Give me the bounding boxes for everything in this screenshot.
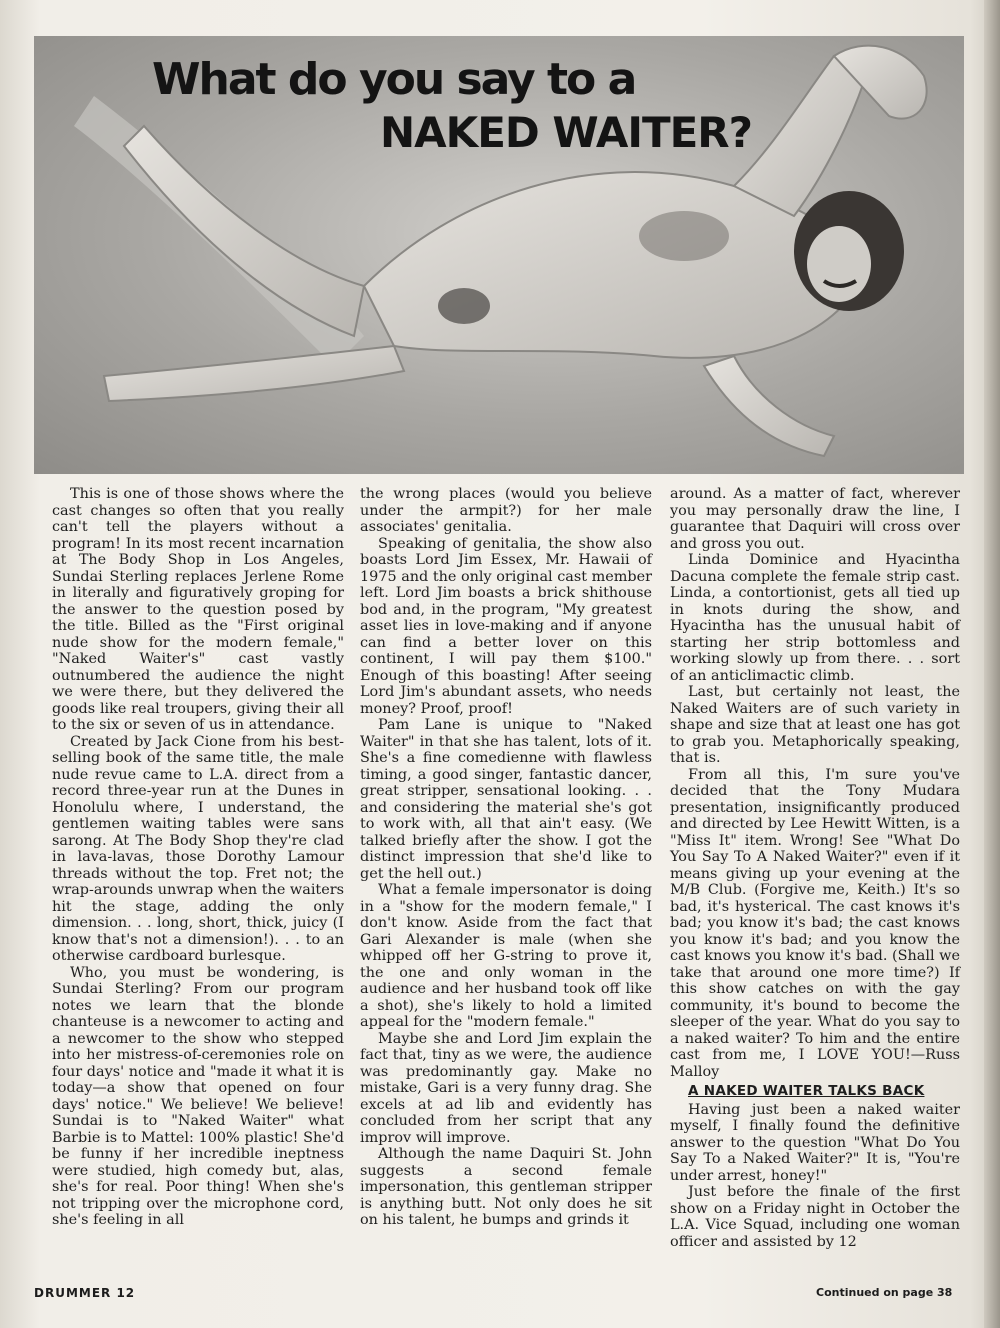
paragraph: What a female impersonator is doing in a "show for the modern female," I don't know. Aside from the fact that Gari Alexander is male (when she whipped off her G-string to prove it, the one and only woman in the audience and her husband took off like a shot), she's likely to hold a limited appeal for the "modern female." (360, 882, 652, 1030)
feature-photo (34, 36, 964, 474)
page-folio: DRUMMER 12 (34, 1286, 136, 1300)
paragraph: Created by Jack Cione from his best-selling book of the same title, the male nude revue came to L.A. direct from a record three-year run at the Dunes in Honolulu where, I understand, the gentlemen waiting tables were sans sarong. At The Body Shop they're clad in lava-lavas, those Dorothy Lamour threads without the top. Fret not; the wrap-arounds unwrap when the waiters hit the stage, adding the only dimension. . . long, short, thick, juicy (I know that's not a dimension!). . . to an otherwise cardboard burlesque. (52, 733, 344, 964)
paragraph: Last, but certainly not least, the Naked Waiters are of such variety in shape and size that at least one has got to grab you. Metaphorically speaking, that is. (670, 684, 960, 766)
paragraph: Linda Dominice and Hyacintha Dacuna complete the female strip cast. Linda, a contortionist, gets all tied up in knots during the show, and Hyacintha has the unusual habit of starting her strip bottomless and working slowly up from there. . . sort of an anticlimactic climb. (670, 552, 960, 684)
section-subhead: A NAKED WAITER TALKS BACK (688, 1083, 925, 1099)
headline-line-1: What do you say to a (152, 54, 636, 105)
article-headline (152, 54, 752, 164)
paragraph: Having just been a naked waiter myself, I finally found the definitive answer to the question "What Do You Say To a Naked Waiter?" It is, "You're under arrest, honey!" (670, 1101, 960, 1184)
paragraph: around. As a matter of fact, wherever you may personally draw the line, I guarantee that Daquiri will cross over and gross you out. (670, 486, 960, 552)
continued-line: Continued on page 38 (816, 1286, 953, 1299)
paragraph: Who, you must be wondering, is Sundai Sterling? From our program notes we learn that the blonde chanteuse is a newcomer to acting and a newcomer to the show who stepped into her mistress-of-ceremonies role on four days' notice and "made it what it is today—a show that opened on four days' notice." We believe! We believe! Sundai is to "Naked Waiter" what Barbie is to Mattel: 100% plastic! She'd be funny if her incredible ineptness were studied, high comedy but, alas, she's for real. Poor thing! When she's not tripping over the microphone cord, she's feeling in all (52, 964, 344, 1228)
paragraph: This is one of those shows where the cast changes so often that you really can't tell the players without a program! In its most recent incarnation at The Body Shop in Los Angeles, Sundai Sterling replaces Jerlene Rome in literally and figuratively groping for the answer to the question posed by the title. Billed as the "First original nude show for the modern female," "Naked Waiter's" cast vastly outnumbered the audience the night we were there, but they delivered the goods like real troupers, giving their all to the six or seven of us in attendance. (52, 486, 344, 733)
text-column-3 (670, 486, 960, 1250)
paragraph: Speaking of genitalia, the show also boasts Lord Jim Essex, Mr. Hawaii of 1975 and the only original cast member left. Lord Jim boasts a brick shithouse bod and, in the program, "My greatest asset lies in love-making and if anyone can find a better lover on this continent, I will pay them $100." Enough of this boasting! After seeing Lord Jim's abundant assets, who needs money? Proof, proof! (360, 535, 652, 717)
text-column-1 (52, 486, 344, 1229)
paragraph: From all this, I'm sure you've decided that the Tony Mudara presentation, insignificantly produced and directed by Lee Hewitt Witten, is a "Miss It" item. Wrong! See "What Do You Say To A Naked Waiter?" even if it means giving up your evening at the M/B Club. (Forgive me, Keith.) It's so bad, it's hysterical. The cast knows it's bad; you know it's bad; the cast knows you know it's bad; and you know the cast knows you know it's bad. (Shall we take that around one more time?) If this show catches on with the gay community, it's bound to become the sleeper of the year. What do you say to a naked waiter? To him and the entire cast from me, I LOVE YOU!—Russ Malloy (670, 766, 960, 1080)
page-edge (984, 0, 1000, 1328)
paragraph: Pam Lane is unique to "Naked Waiter" in that she has talent, lots of it. She's a fine comedienne with flawless timing, a good singer, fantastic dancer, great stripper, sensational looking. . . and considering the material she's got to work with, all that ain't easy. (We talked briefly after the show. I got the distinct impression that she'd like to get the hell out.) (360, 717, 652, 882)
paragraph: Just before the finale of the first show on a Friday night in October the L.A. Vice Squad, including one woman officer and assisted by 12 (670, 1184, 960, 1250)
text-column-2 (360, 486, 652, 1229)
paragraph: Although the name Daquiri St. John suggests a second female impersonation, this gentleman stripper is anything butt. Not only does he sit on his talent, he bumps and grinds it (360, 1146, 652, 1228)
headline-line-2: NAKED WAITER? (380, 108, 752, 157)
paragraph: the wrong places (would you believe under the armpit?) for her male associates' genitalia. (360, 486, 652, 535)
paragraph: Maybe she and Lord Jim explain the fact that, tiny as we were, the audience was predominantly gay. Make no mistake, Gari is a very funny drag. She excels at ad lib and evidently has concluded from her script that any improv will improve. (360, 1030, 652, 1146)
